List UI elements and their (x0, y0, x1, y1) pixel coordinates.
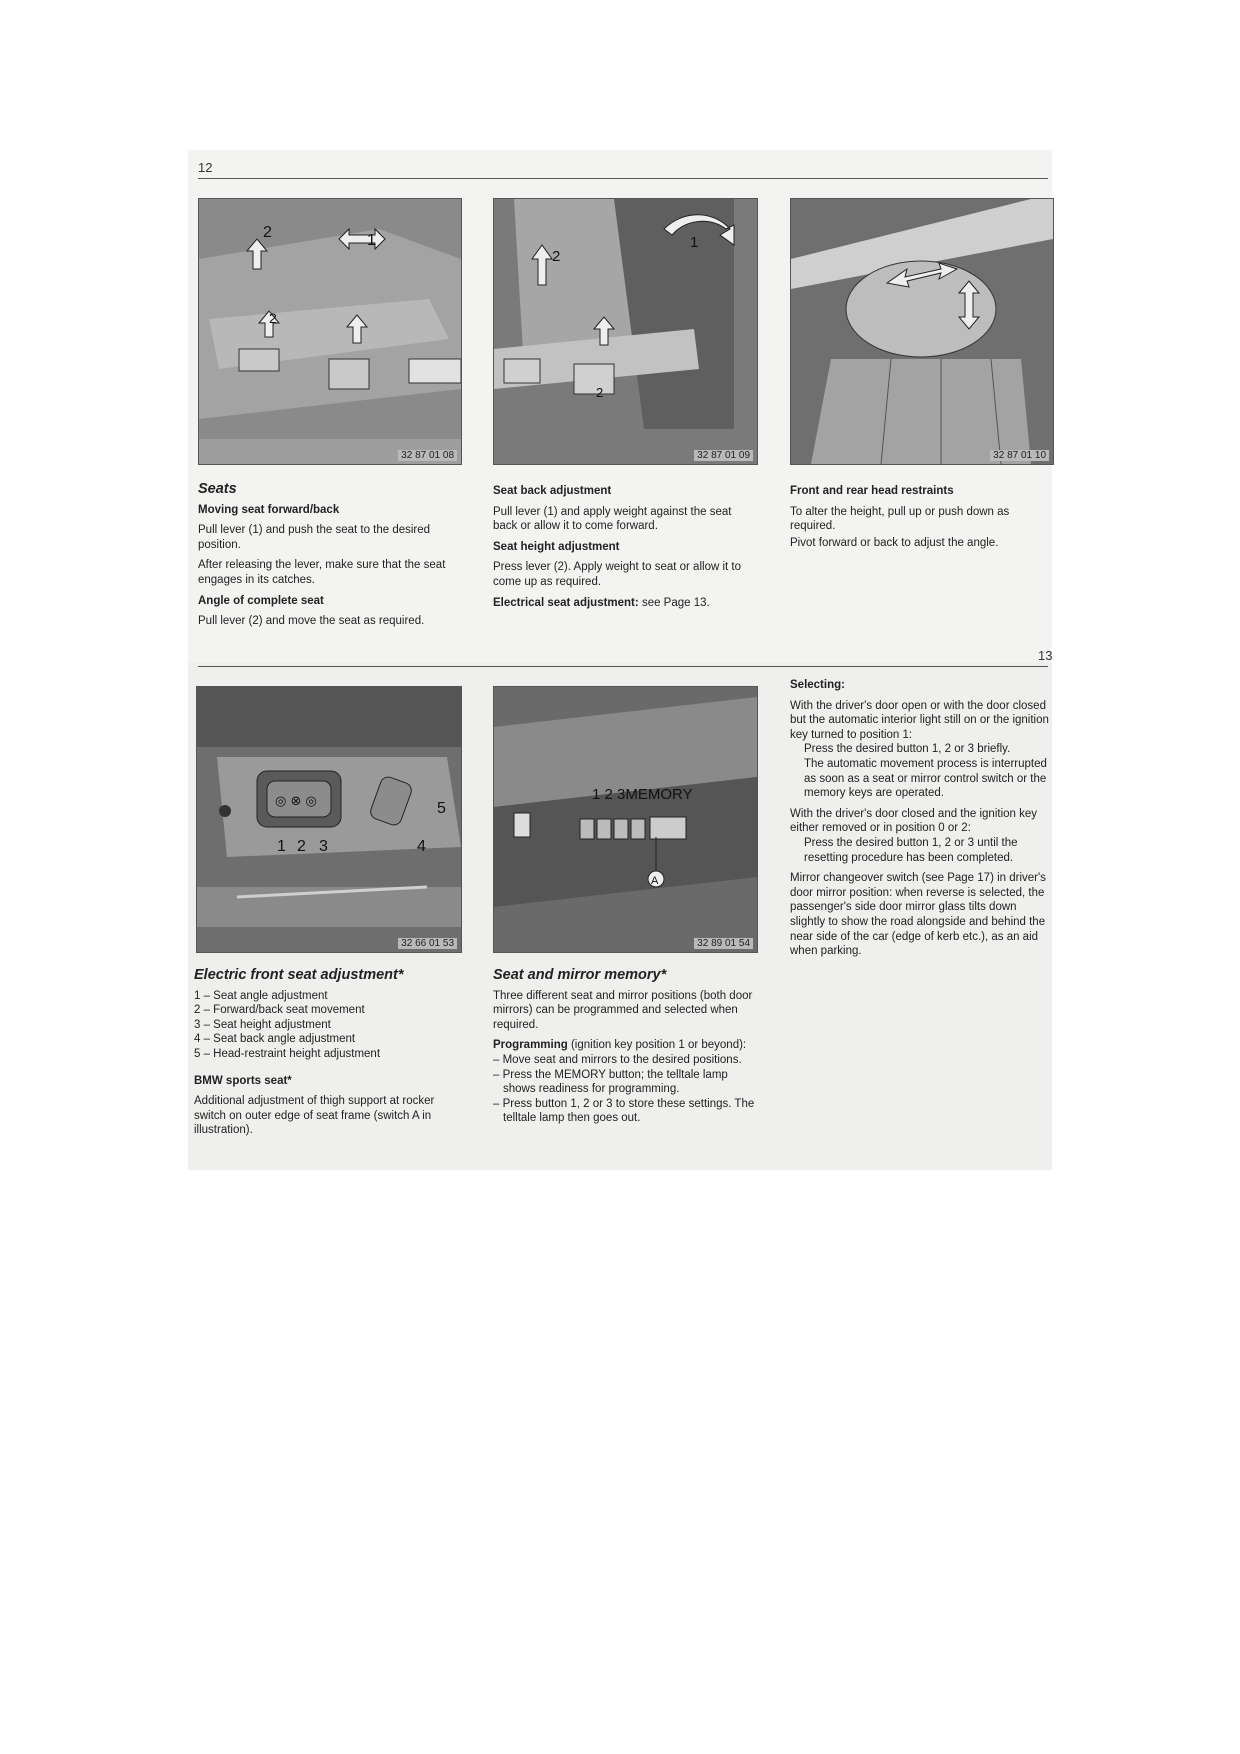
figure-code: 32 87 01 10 (990, 450, 1049, 461)
column-memory (493, 968, 756, 1132)
subheading-seat-height: Seat height adjustment (493, 540, 620, 553)
top-rule (198, 178, 1048, 179)
paragraph-indent: Press the desired button 1, 2 or 3 briefly. (804, 743, 1011, 756)
subheading-angle: Angle of complete seat (198, 594, 324, 607)
page-number-13: 13 (1038, 648, 1053, 663)
list-item: 5 – Head-restraint height adjustment (194, 1047, 381, 1060)
paragraph: Additional adjustment of thigh support at rocker switch on outer edge of seat frame (switch A in illustration). (194, 1095, 435, 1137)
figure-code: 32 87 01 08 (398, 450, 457, 461)
electrical-label: Electrical seat adjustment: (493, 596, 639, 609)
svg-text:2: 2 (596, 385, 604, 400)
column-seat-back (493, 484, 756, 616)
paragraph: To alter the height, pull up or push down as required. (790, 505, 1010, 533)
seat-back-illustration (494, 199, 757, 464)
switch-label: 4 (417, 838, 426, 855)
subheading-forward-back: Moving seat forward/back (198, 503, 340, 516)
paragraph: Pull lever (2) and move the seat as required. (198, 615, 425, 628)
memory-label: 1 2 3MEMORY (592, 786, 693, 803)
figure-seat-forward-back (198, 198, 462, 465)
list-item: 3 – Seat height adjustment (194, 1018, 331, 1031)
list-item: – Press the MEMORY button; the telltale lamp shows readiness for programming. (493, 1068, 728, 1096)
svg-text:2: 2 (552, 248, 561, 265)
figure-code: 32 89 01 54 (694, 938, 753, 949)
paragraph: After releasing the lever, make sure that the seat engages in its catches. (198, 559, 446, 586)
paragraph: Pull lever (1) and apply weight against the seat back or allow it to come forward. (493, 505, 732, 533)
heading-electric-seat: Electric front seat adjustment* (194, 967, 404, 983)
svg-text:◎ ⊗ ◎: ◎ ⊗ ◎ (275, 794, 317, 809)
column-seats (198, 482, 460, 635)
switch-a-label: A (651, 875, 659, 887)
svg-text:2: 2 (263, 224, 272, 241)
svg-text:1: 1 (367, 232, 376, 249)
list-item: 1 – Seat angle adjustment (194, 989, 328, 1002)
column-selecting (790, 678, 1052, 965)
figure-electric-switches (196, 686, 462, 953)
figure-memory-buttons (493, 686, 758, 953)
figure-code: 32 66 01 53 (398, 938, 457, 949)
memory-button-panel-illustration (494, 687, 757, 952)
figure-head-restraint (790, 198, 1054, 465)
figure-seat-back (493, 198, 758, 465)
figure-code: 32 87 01 09 (694, 450, 753, 461)
paragraph: Press lever (2). Apply weight to seat or allow it to come up as required. (493, 561, 741, 588)
paragraph: With the driver's door closed and the ignition key either removed or in position 0 or 2: (790, 807, 1038, 835)
paragraph: Three different seat and mirror positions (both door mirrors) can be programmed and selected when required. (493, 989, 753, 1031)
switch-label: 5 (437, 800, 446, 817)
paragraph: Pull lever (1) and push the seat to the desired position. (198, 524, 431, 551)
paragraph: With the driver's door open or with the door closed but the automatic interior light still on or the ignition key turned to position 1: (790, 699, 1049, 741)
paragraph-indent: Press the desired button 1, 2 or 3 until the resetting procedure has been completed. (804, 836, 1018, 864)
paragraph-electrical (493, 596, 756, 611)
paragraph: Mirror changeover switch (see Page 17) in driver's door mirror position: when reverse is selected, the passenger's side door mirror glass tilts down slightly to show the road alongside and behind the near side of the car (edge of kerb etc.), as an aid when parking. (790, 872, 1046, 958)
subheading-selecting: Selecting: (790, 679, 845, 691)
list-item: 4 – Seat back angle adjustment (194, 1033, 356, 1046)
page-number-12: 12 (198, 160, 213, 175)
paragraph-programming (493, 1038, 756, 1053)
programming-label: Programming (493, 1039, 568, 1052)
switch-label: 3 (319, 838, 328, 855)
programming-note: (ignition key position 1 or beyond): (570, 1039, 747, 1052)
switch-label: 1 (277, 838, 286, 855)
seat-switch-panel-illustration (197, 687, 461, 952)
list-item: – Press button 1, 2 or 3 to store these settings. The telltale lamp then goes out. (493, 1097, 755, 1125)
paragraph: Pivot forward or back to adjust the angle. (790, 536, 999, 549)
electric-seat-list (194, 989, 460, 1062)
list-item: – Move seat and mirrors to the desired positions. (493, 1053, 742, 1066)
svg-text:2: 2 (269, 310, 277, 326)
subheading-seat-back: Seat back adjustment (493, 485, 612, 497)
heading-memory: Seat and mirror memory* (493, 967, 667, 983)
column-head-restraints (790, 484, 1052, 556)
switch-label: 2 (297, 838, 306, 855)
programming-list (493, 1053, 756, 1126)
paragraph-indent: The automatic movement process is interrupted as soon as a seat or mirror control switch or the memory keys are operated. (804, 757, 1047, 800)
subheading-head-restraints: Front and rear head restraints (790, 485, 954, 497)
electrical-ref: see Page 13. (641, 596, 710, 609)
svg-text:1: 1 (690, 234, 699, 251)
heading-seats: Seats (198, 481, 237, 497)
column-electric-seat (194, 968, 460, 1144)
list-item: 2 – Forward/back seat movement (194, 1004, 365, 1017)
bottom-rule (198, 666, 1048, 667)
subheading-sports-seat: BMW sports seat* (194, 1074, 292, 1087)
seat-side-illustration (199, 199, 461, 464)
head-restraint-illustration (791, 199, 1053, 464)
